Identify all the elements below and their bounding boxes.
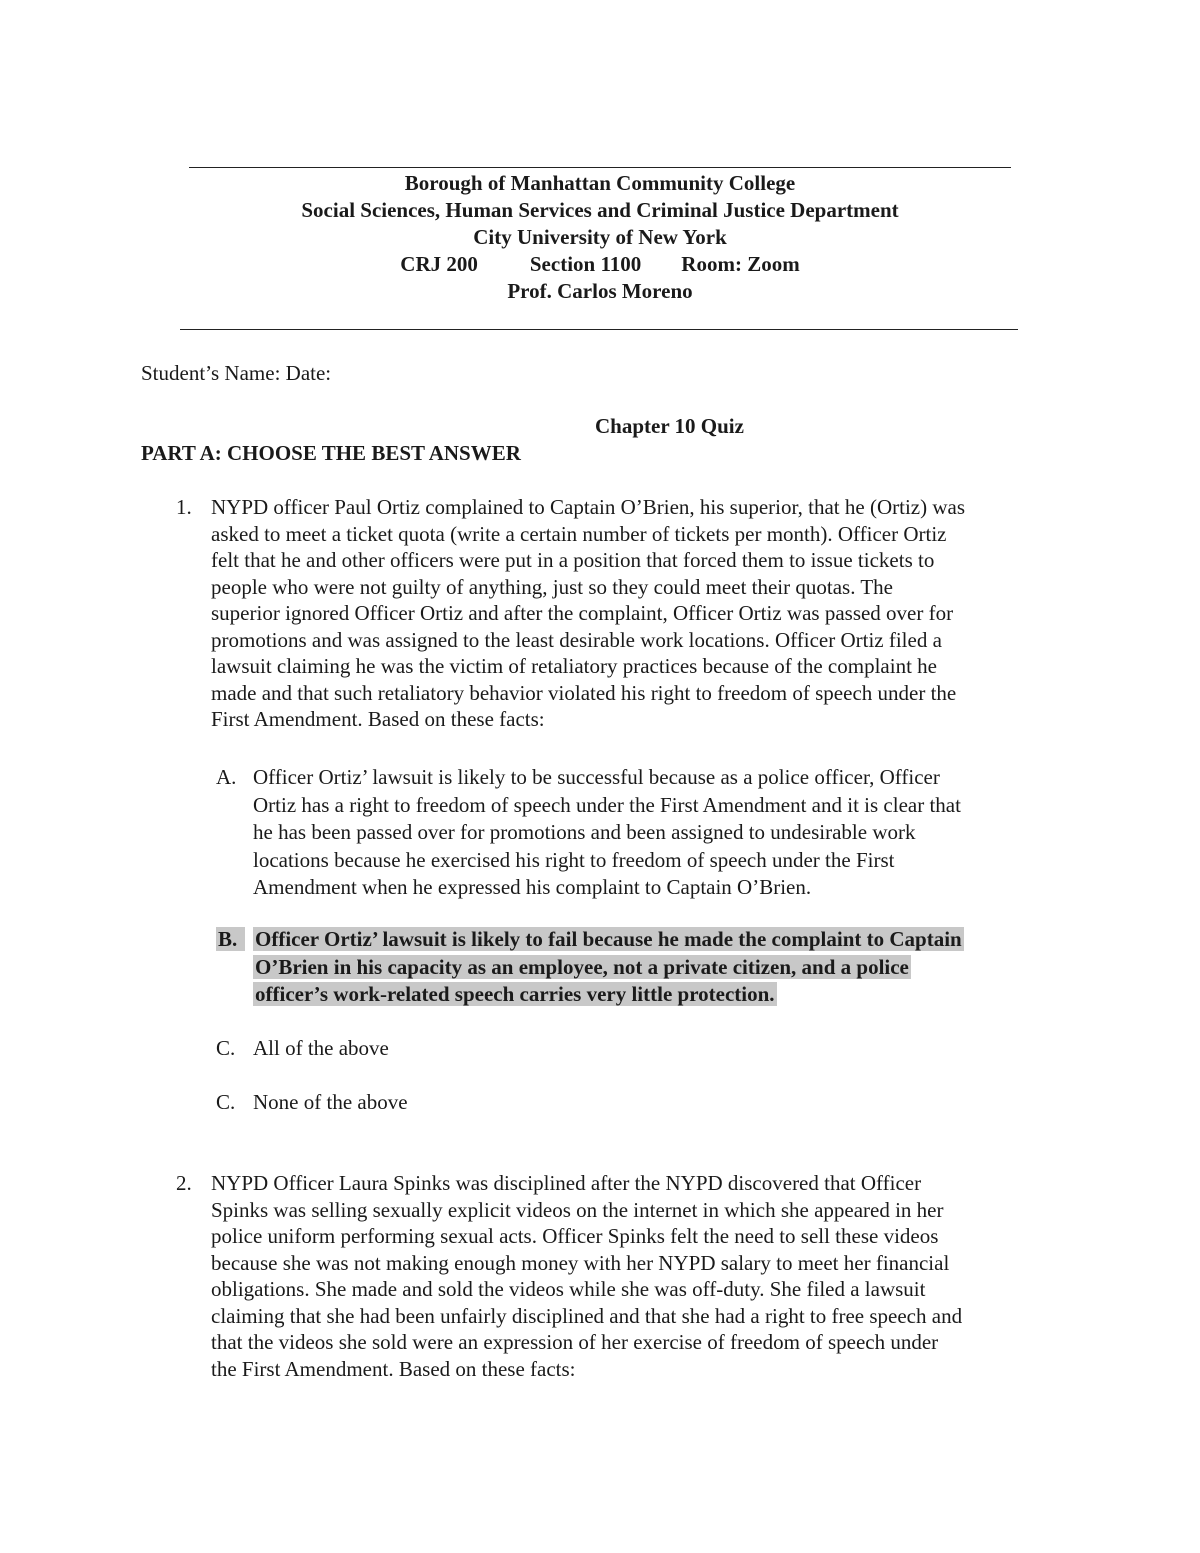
answer-option-c-none[interactable] [216, 1089, 1056, 1117]
student-name-date-line: Student’s Name: Date: [141, 361, 332, 385]
option-text: None of the above [253, 1090, 408, 1114]
option-text [253, 926, 1056, 1009]
answer-option-c-all[interactable] [216, 1035, 1056, 1063]
option-letter: C. [216, 1036, 236, 1060]
part-title: PART A: CHOOSE THE BEST ANSWER [141, 441, 521, 465]
question-text: NYPD Officer Laura Spinks was disciplined after the NYPD discovered that Officer Spinks was selling sexually explicit videos on the internet in which she appeared in her police uniform performing sexual acts. Officer Spinks felt the need to sell these videos because she was not making enough money with her NYPD salary to meet her financial obligations. She made and sold the videos while she was off-duty. She filed a lawsuit claiming that she had been unfairly disciplined and that she had a right to free speech and that the videos she sold were an expression of her exercise of freedom of speech under the First Amendment. Based on these facts: [211, 1171, 963, 1381]
college-name: Borough of Manhattan Community College [404, 171, 796, 195]
course-info-line [0, 251, 1200, 278]
option-text-highlight: Officer Ortiz’ lawsuit is likely to fail because he made the complaint to Captain O’Brien in his capacity as an employee, not a private citizen, and a police officer’s work-related speech carries very little protection. [255, 927, 962, 1006]
course-room: Room: Zoom [681, 252, 800, 276]
department-name: Social Sciences, Human Services and Criminal Justice Department [301, 198, 899, 222]
university-name: City University of New York [473, 225, 727, 249]
question-1 [176, 494, 1076, 733]
answer-option-a[interactable] [216, 764, 1056, 902]
quiz-title: Chapter 10 Quiz [595, 414, 744, 438]
answer-option-b-selected[interactable] [216, 926, 1056, 1009]
question-text: NYPD officer Paul Ortiz complained to Captain O’Brien, his superior, that he (Ortiz) was asked to meet a ticket quota (write a certain number of tickets per month). Officer Ortiz felt that he and other officers were put in a position that forced them to issue tickets to people who were not guilty of anything, just so they could meet their quotas. The superior ignored Officer Ortiz and after the complaint, Officer Ortiz was passed over for promotions and was assigned to the least desirable work locations. Officer Ortiz filed a lawsuit claiming he was the victim of retaliatory practices because of the complaint he made and that such retaliatory behavior violated his right to freedom of speech under the First Amendment. Based on these facts: [211, 495, 966, 731]
option-text: All of the above [253, 1036, 389, 1060]
document-header [0, 170, 1200, 305]
course-section: Section 1100 [529, 252, 642, 276]
header-bottom-rule [180, 329, 1018, 330]
question-number: 1. [176, 495, 192, 519]
professor-name: Prof. Carlos Moreno [507, 279, 693, 303]
question-number: 2. [176, 1171, 192, 1195]
option-letter: C. [216, 1090, 236, 1114]
course-code: CRJ 200 [400, 252, 478, 276]
option-letter: A. [216, 765, 237, 789]
option-text: Officer Ortiz’ lawsuit is likely to be successful because as a police officer, Officer Ortiz has a right to freedom of speech under the First Amendment and it is clear that he has been passed over for promotions and been assigned to undesirable work locations because he exercised his right to freedom of speech under the First Amendment when he expressed his complaint to Captain O’Brien. [253, 765, 961, 899]
question-2 [176, 1170, 1076, 1382]
option-letter [216, 926, 245, 954]
option-letter-highlight: B. [216, 927, 245, 951]
header-top-rule [189, 167, 1011, 168]
